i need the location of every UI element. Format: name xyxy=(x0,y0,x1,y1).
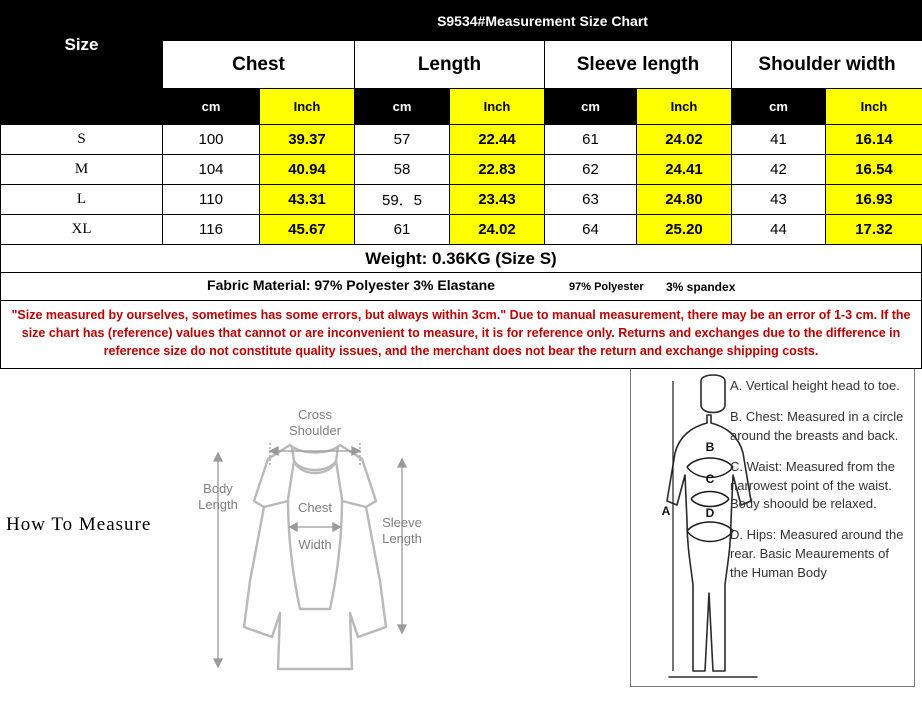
fabric-row xyxy=(0,273,922,301)
fabric-polyester-label: 97% Polyester xyxy=(569,281,644,293)
cell-shoulder-inch-xl: 17.32 xyxy=(826,215,922,245)
table-row xyxy=(1,215,922,245)
header-group-chest: Chest xyxy=(163,41,355,89)
label-body-length-line1: Body xyxy=(203,481,233,497)
marker-d: D xyxy=(705,506,715,521)
cell-length-inch-l: 23.43 xyxy=(450,185,545,215)
cell-chest-inch-xl: 45.67 xyxy=(260,215,355,245)
header-group-shoulder-width: Shoulder width xyxy=(732,41,922,89)
cell-chest-cm-l: 110 xyxy=(163,185,260,215)
cell-sleeve-cm-s: 61 xyxy=(545,125,637,155)
size-chart-table xyxy=(0,0,922,245)
cell-length-inch-m: 22.83 xyxy=(450,155,545,185)
label-sleeve-length-line2: Length xyxy=(382,531,422,547)
subheader-length-cm: cm xyxy=(355,89,450,125)
row-size-xl: XL xyxy=(1,215,163,245)
cell-chest-cm-s: 100 xyxy=(163,125,260,155)
table-row xyxy=(1,125,922,155)
measure-instructions xyxy=(730,377,910,595)
cell-sleeve-inch-xl: 25.20 xyxy=(637,215,732,245)
header-group-length: Length xyxy=(355,41,545,89)
label-cross-shoulder-line1: Cross xyxy=(298,407,332,423)
cell-shoulder-cm-s: 41 xyxy=(732,125,826,155)
cell-shoulder-inch-l: 16.93 xyxy=(826,185,922,215)
table-row xyxy=(1,155,922,185)
label-chest-width-line1: Chest xyxy=(298,500,332,516)
garment-measure-diagram xyxy=(190,381,440,691)
label-body-length-line2: Length xyxy=(198,497,238,513)
measurement-disclaimer: "Size measured by ourselves, sometimes has some errors, but always within 3cm." Due to manual measurement, there may be an error of 1-3 cm. If the size chart has (reference) values that cannot or are inconvenient to measure, it is for reference only. Returns and exchanges due to the difference in reference size do not constitute quality issues, and the merchant does not bear the return and exchange shipping costs. xyxy=(0,301,922,369)
cell-length-cm-l: 59．5 xyxy=(355,185,450,215)
cell-length-inch-xl: 24.02 xyxy=(450,215,545,245)
cell-length-cm-m: 58 xyxy=(355,155,450,185)
cell-chest-inch-m: 40.94 xyxy=(260,155,355,185)
size-chart-table-wrapper xyxy=(0,0,922,245)
cell-sleeve-inch-m: 24.41 xyxy=(637,155,732,185)
subheader-chest-inch: Inch xyxy=(260,89,355,125)
cell-shoulder-inch-m: 16.54 xyxy=(826,155,922,185)
cell-shoulder-inch-s: 16.14 xyxy=(826,125,922,155)
cell-sleeve-cm-xl: 64 xyxy=(545,215,637,245)
cell-sleeve-cm-l: 63 xyxy=(545,185,637,215)
instruction-b: B. Chest: Measured in a circle around the breasts and back. xyxy=(730,409,904,443)
cell-sleeve-inch-l: 24.80 xyxy=(637,185,732,215)
table-row xyxy=(1,185,922,215)
fabric-material-label: Fabric Material: 97% Polyester 3% Elastane xyxy=(207,277,495,293)
header-group-sleeve-length: Sleeve length xyxy=(545,41,732,89)
chart-title: S9534#Measurement Size Chart xyxy=(163,1,922,41)
cell-shoulder-cm-m: 42 xyxy=(732,155,826,185)
weight-row: Weight: 0.36KG (Size S) xyxy=(0,245,922,273)
subheader-size-blank xyxy=(1,89,163,125)
fabric-spandex-label: 3% spandex xyxy=(666,280,736,294)
row-size-s: S xyxy=(1,125,163,155)
cell-shoulder-cm-l: 43 xyxy=(732,185,826,215)
subheader-chest-cm: cm xyxy=(163,89,260,125)
cell-chest-cm-m: 104 xyxy=(163,155,260,185)
label-chest-width-line2: Width xyxy=(298,537,332,553)
subheader-length-inch: Inch xyxy=(450,89,545,125)
cell-chest-cm-xl: 116 xyxy=(163,215,260,245)
instruction-a: A. Vertical height head to toe. xyxy=(730,378,900,394)
cell-chest-inch-l: 43.31 xyxy=(260,185,355,215)
cell-chest-inch-s: 39.37 xyxy=(260,125,355,155)
subheader-sleeve-cm: cm xyxy=(545,89,637,125)
header-size: Size xyxy=(1,1,163,89)
how-to-measure-section xyxy=(0,369,922,699)
cell-length-cm-xl: 61 xyxy=(355,215,450,245)
instruction-c: C. Waist: Measured from the narrowest point of the waist. Body shoould be relaxed. xyxy=(730,458,895,512)
marker-c: C xyxy=(705,472,715,487)
label-sleeve-length-line1: Sleeve xyxy=(382,515,422,531)
cell-length-inch-s: 22.44 xyxy=(450,125,545,155)
label-cross-shoulder-line2: Shoulder xyxy=(288,423,342,439)
subheader-sleeve-inch: Inch xyxy=(637,89,732,125)
how-to-measure-title: How To Measure xyxy=(6,514,152,536)
row-size-l: L xyxy=(1,185,163,215)
cell-shoulder-cm-xl: 44 xyxy=(732,215,826,245)
instruction-d: D. Hips: Measured around the rear. Basic Meaurements of the Human Body xyxy=(730,527,904,580)
cell-sleeve-inch-s: 24.02 xyxy=(637,125,732,155)
marker-b: B xyxy=(705,440,715,455)
cell-length-cm-s: 57 xyxy=(355,125,450,155)
marker-a: A xyxy=(661,504,671,519)
subheader-shoulder-cm: cm xyxy=(732,89,826,125)
garment-diagram-svg xyxy=(190,381,440,691)
cell-sleeve-cm-m: 62 xyxy=(545,155,637,185)
subheader-shoulder-inch: Inch xyxy=(826,89,922,125)
row-size-m: M xyxy=(1,155,163,185)
